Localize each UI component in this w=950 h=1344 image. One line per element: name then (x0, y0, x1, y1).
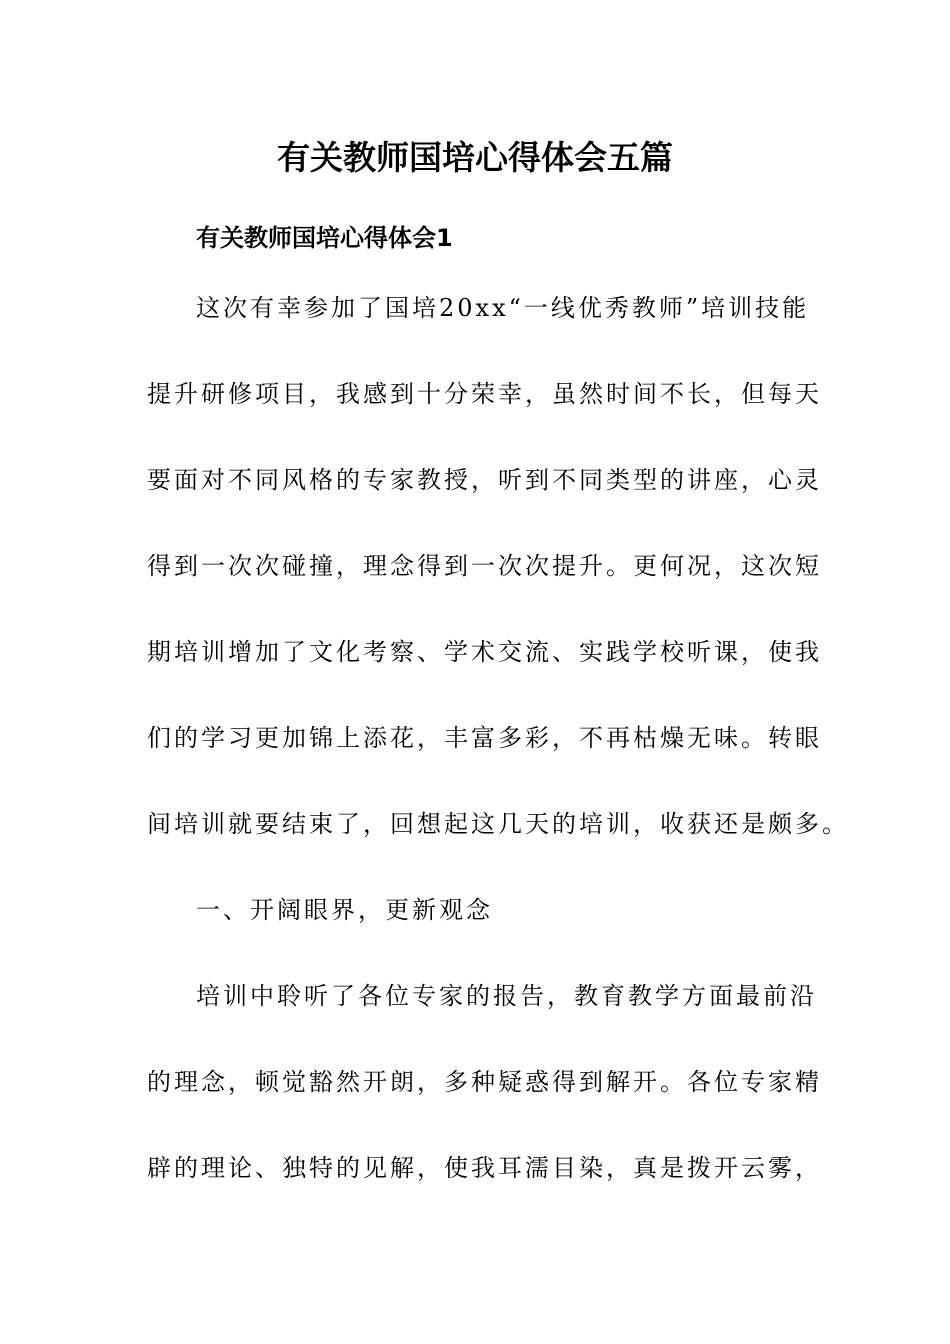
paragraph-line: 要面对不同风格的专家教授，听到不同类型的讲座，心灵 (147, 466, 822, 494)
paragraph-line: 培训中聆听了各位专家的报告，教育教学方面最前沿 (196, 982, 817, 1010)
paragraph-line: 这次有幸参加了国培20xx“一线优秀教师”培训技能 (196, 294, 810, 322)
paragraph-line: 间培训就要结束了，回想起这几天的培训，收获还是颇多。 (147, 810, 849, 838)
section-heading: 有关教师国培心得体会1 (196, 224, 453, 252)
paragraph-line: 辟的理论、独特的见解，使我耳濡目染，真是拨开云雾， (147, 1154, 822, 1182)
document-title: 有关教师国培心得体会五篇 (277, 138, 673, 177)
paragraph-line: 期培训增加了文化考察、学术交流、实践学校听课，使我 (147, 638, 822, 666)
paragraph-line: 得到一次次碰撞，理念得到一次次提升。更何况，这次短 (147, 552, 822, 580)
paragraph-line: 提升研修项目，我感到十分荣幸，虽然时间不长，但每天 (147, 380, 822, 408)
paragraph-line: 们的学习更加锦上添花，丰富多彩，不再枯燥无味。转眼 (147, 724, 822, 752)
paragraph-line: 的理念，顿觉豁然开朗，多种疑惑得到解开。各位专家精 (147, 1068, 822, 1096)
subsection-heading: 一、开阔眼界，更新观念 (196, 896, 493, 924)
